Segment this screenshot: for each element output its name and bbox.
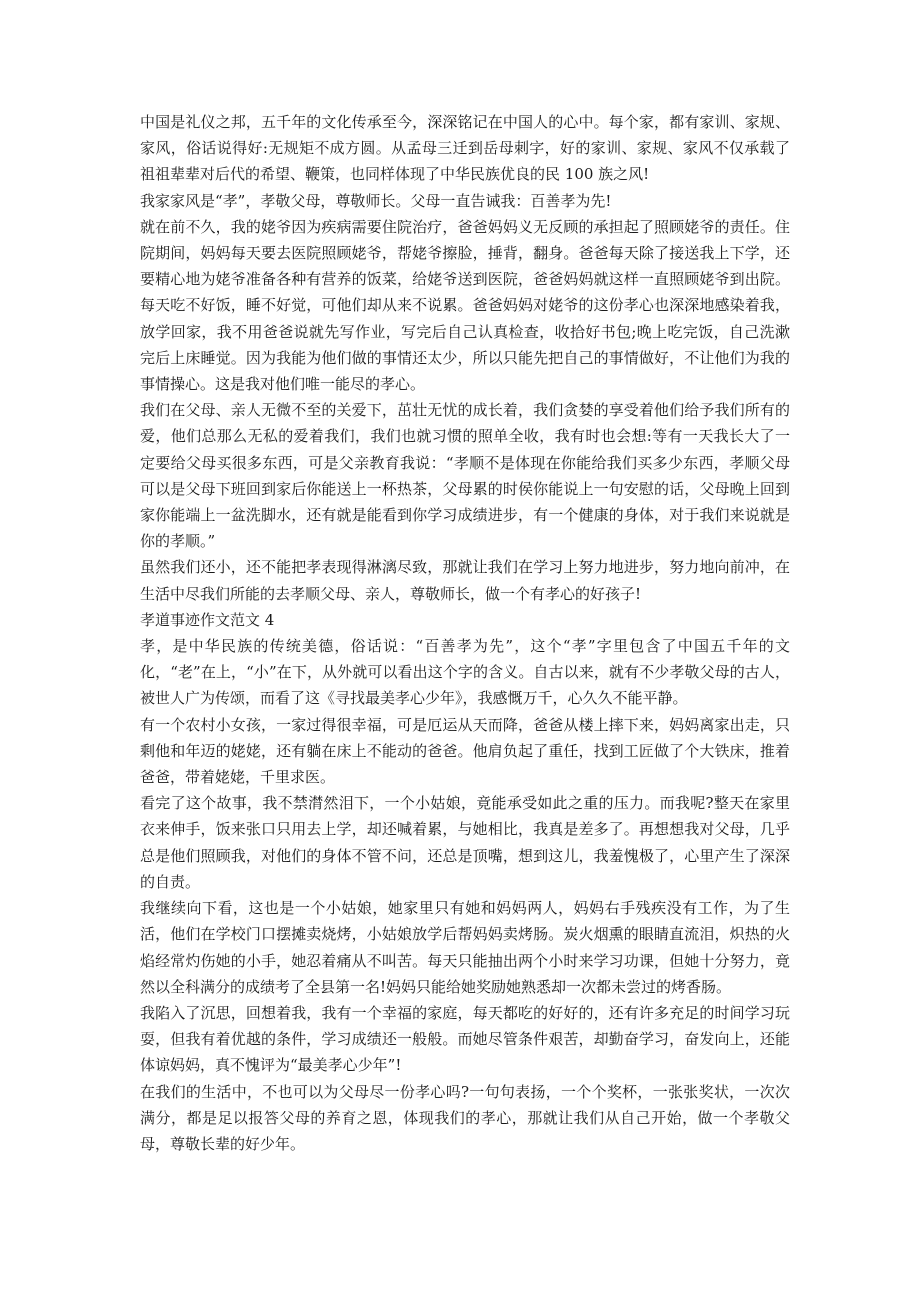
document-body (140, 109, 790, 1157)
section-heading: 孝道事迹作文范文 4 (140, 610, 275, 629)
paragraph-4: 我们在父母、亲人无微不至的关爱下，茁壮无忧的成长着，我们贪婪的享受着他们给予我们所有的爱，他们总那么无私的爱着我们，我们也就习惯的照单全收，我有时也会想:等有一天我长大了一定要给父母买很多东西，可是父亲教育我说：“孝顺不是体现在你能给我们买多少东西，孝顺父母可以是父母下班回到家后你能送上一杯热茶，父母累的时侯你能说上一句安慰的话，父母晚上回到家你能端上一盆洗脚水，还有就是能看到你学习成绩进步，有一个健康的身体，对于我们来说就是你的孝顺。” (140, 401, 790, 551)
paragraph-3: 就在前不久，我的姥爷因为疾病需要住院治疗，爸爸妈妈义无反顾的承担起了照顾姥爷的责任。住院期间，妈妈每天要去医院照顾姥爷，帮姥爷擦脸，捶背，翻身。爸爸每天除了接送我上下学，还要精心地为姥爷准备各种有营养的饭菜，给姥爷送到医院，爸爸妈妈就这样一直照顾姥爷到出院。每天吃不好饭，睡不好觉，可他们却从来不说累。爸爸妈妈对姥爷的这份孝心也深深地感染着我，放学回家，我不用爸爸说就先写作业，写完后自己认真检查，收拾好书包;晚上吃完饭，自己洗漱完后上床睡觉。因为我能为他们做的事情还太少，所以只能先把自己的事情做好，不让他们为我的事情操心。这是我对他们唯一能尽的孝心。 (140, 217, 790, 394)
paragraph-2: 我家家风是“孝”，孝敬父母，尊敬师长。父母一直告诫我：百善孝为先! (140, 191, 612, 210)
paragraph-11: 在我们的生活中，不也可以为父母尽一份孝心吗?一句句表扬，一个个奖杯，一张张奖状，一次次满分，都是足以报答父母的养育之恩，体现我们的孝心，那就让我们从自己开始，做一个孝敬父母，尊敬长辈的好少年。 (140, 1082, 790, 1153)
paragraph-7: 有一个农村小女孩，一家过得很幸福，可是厄运从天而降，爸爸从楼上摔下来，妈妈离家出走，只剩他和年迈的姥姥，还有躺在床上不能动的爸爸。他肩负起了重任，找到工匠做了个大铁床，推着爸爸，带着姥姥，千里求医。 (140, 715, 790, 787)
paragraph-1: 中国是礼仪之邦，五千年的文化传承至今，深深铭记在中国人的心中。每个家，都有家训、家规、家风，俗话说得好:无规矩不成方圆。从孟母三迁到岳母刺字，好的家训、家规、家风不仅承载了祖祖辈辈对后代的希望、鞭策，也同样体现了中华民族优良的民 100 族之风! (140, 113, 790, 184)
paragraph-9: 我继续向下看，这也是一个小姑娘，她家里只有她和妈妈两人，妈妈右手残疾没有工作，为了生活，他们在学校门口摆摊卖烧烤，小姑娘放学后帮妈妈卖烤肠。炭火烟熏的眼睛直流泪，炽热的火焰经常灼伤她的小手，她忍着痛从不叫苦。每天只能抽出两个小时来学习功课，但她十分努力，竟然以全科满分的成绩考了全县第一名!妈妈只能给她奖励她熟悉却一次都未尝过的烤香肠。 (140, 899, 790, 996)
paragraph-6: 孝，是中华民族的传统美德，俗话说：“百善孝为先”，这个“孝”字里包含了中国五千年的文化，“老”在上，“小”在下，从外就可以看出这个字的含义。自古以来，就有不少孝敬父母的古人，被世人广为传颂，而看了这《寻找最美孝心少年》，我感慨万千，心久久不能平静。 (140, 637, 790, 708)
paragraph-8: 看完了这个故事，我不禁潸然泪下，一个小姑娘，竟能承受如此之重的压力。而我呢?整天在家里衣来伸手，饭来张口只用去上学，却还喊着累，与她相比，我真是差多了。再想想我对父母，几乎总是他们照顾我，对他们的身体不管不问，还总是顶嘴，想到这儿，我羞愧极了，心里产生了深深的自责。 (140, 794, 790, 891)
paragraph-5: 虽然我们还小，还不能把孝表现得淋漓尽致，那就让我们在学习上努力地进步，努力地向前冲，在生活中尽我们所能的去孝顺父母、亲人，尊敬师长，做一个有孝心的好孩子! (140, 558, 790, 603)
paragraph-10: 我陷入了沉思，回想着我，我有一个幸福的家庭，每天都吃的好好的，还有许多充足的时间学习玩耍，但我有着优越的条件，学习成绩还一般般。而她尽管条件艰苦，却勤奋学习，奋发向上，还能体谅妈妈，真不愧评为“最美孝心少年”! (140, 1003, 790, 1075)
